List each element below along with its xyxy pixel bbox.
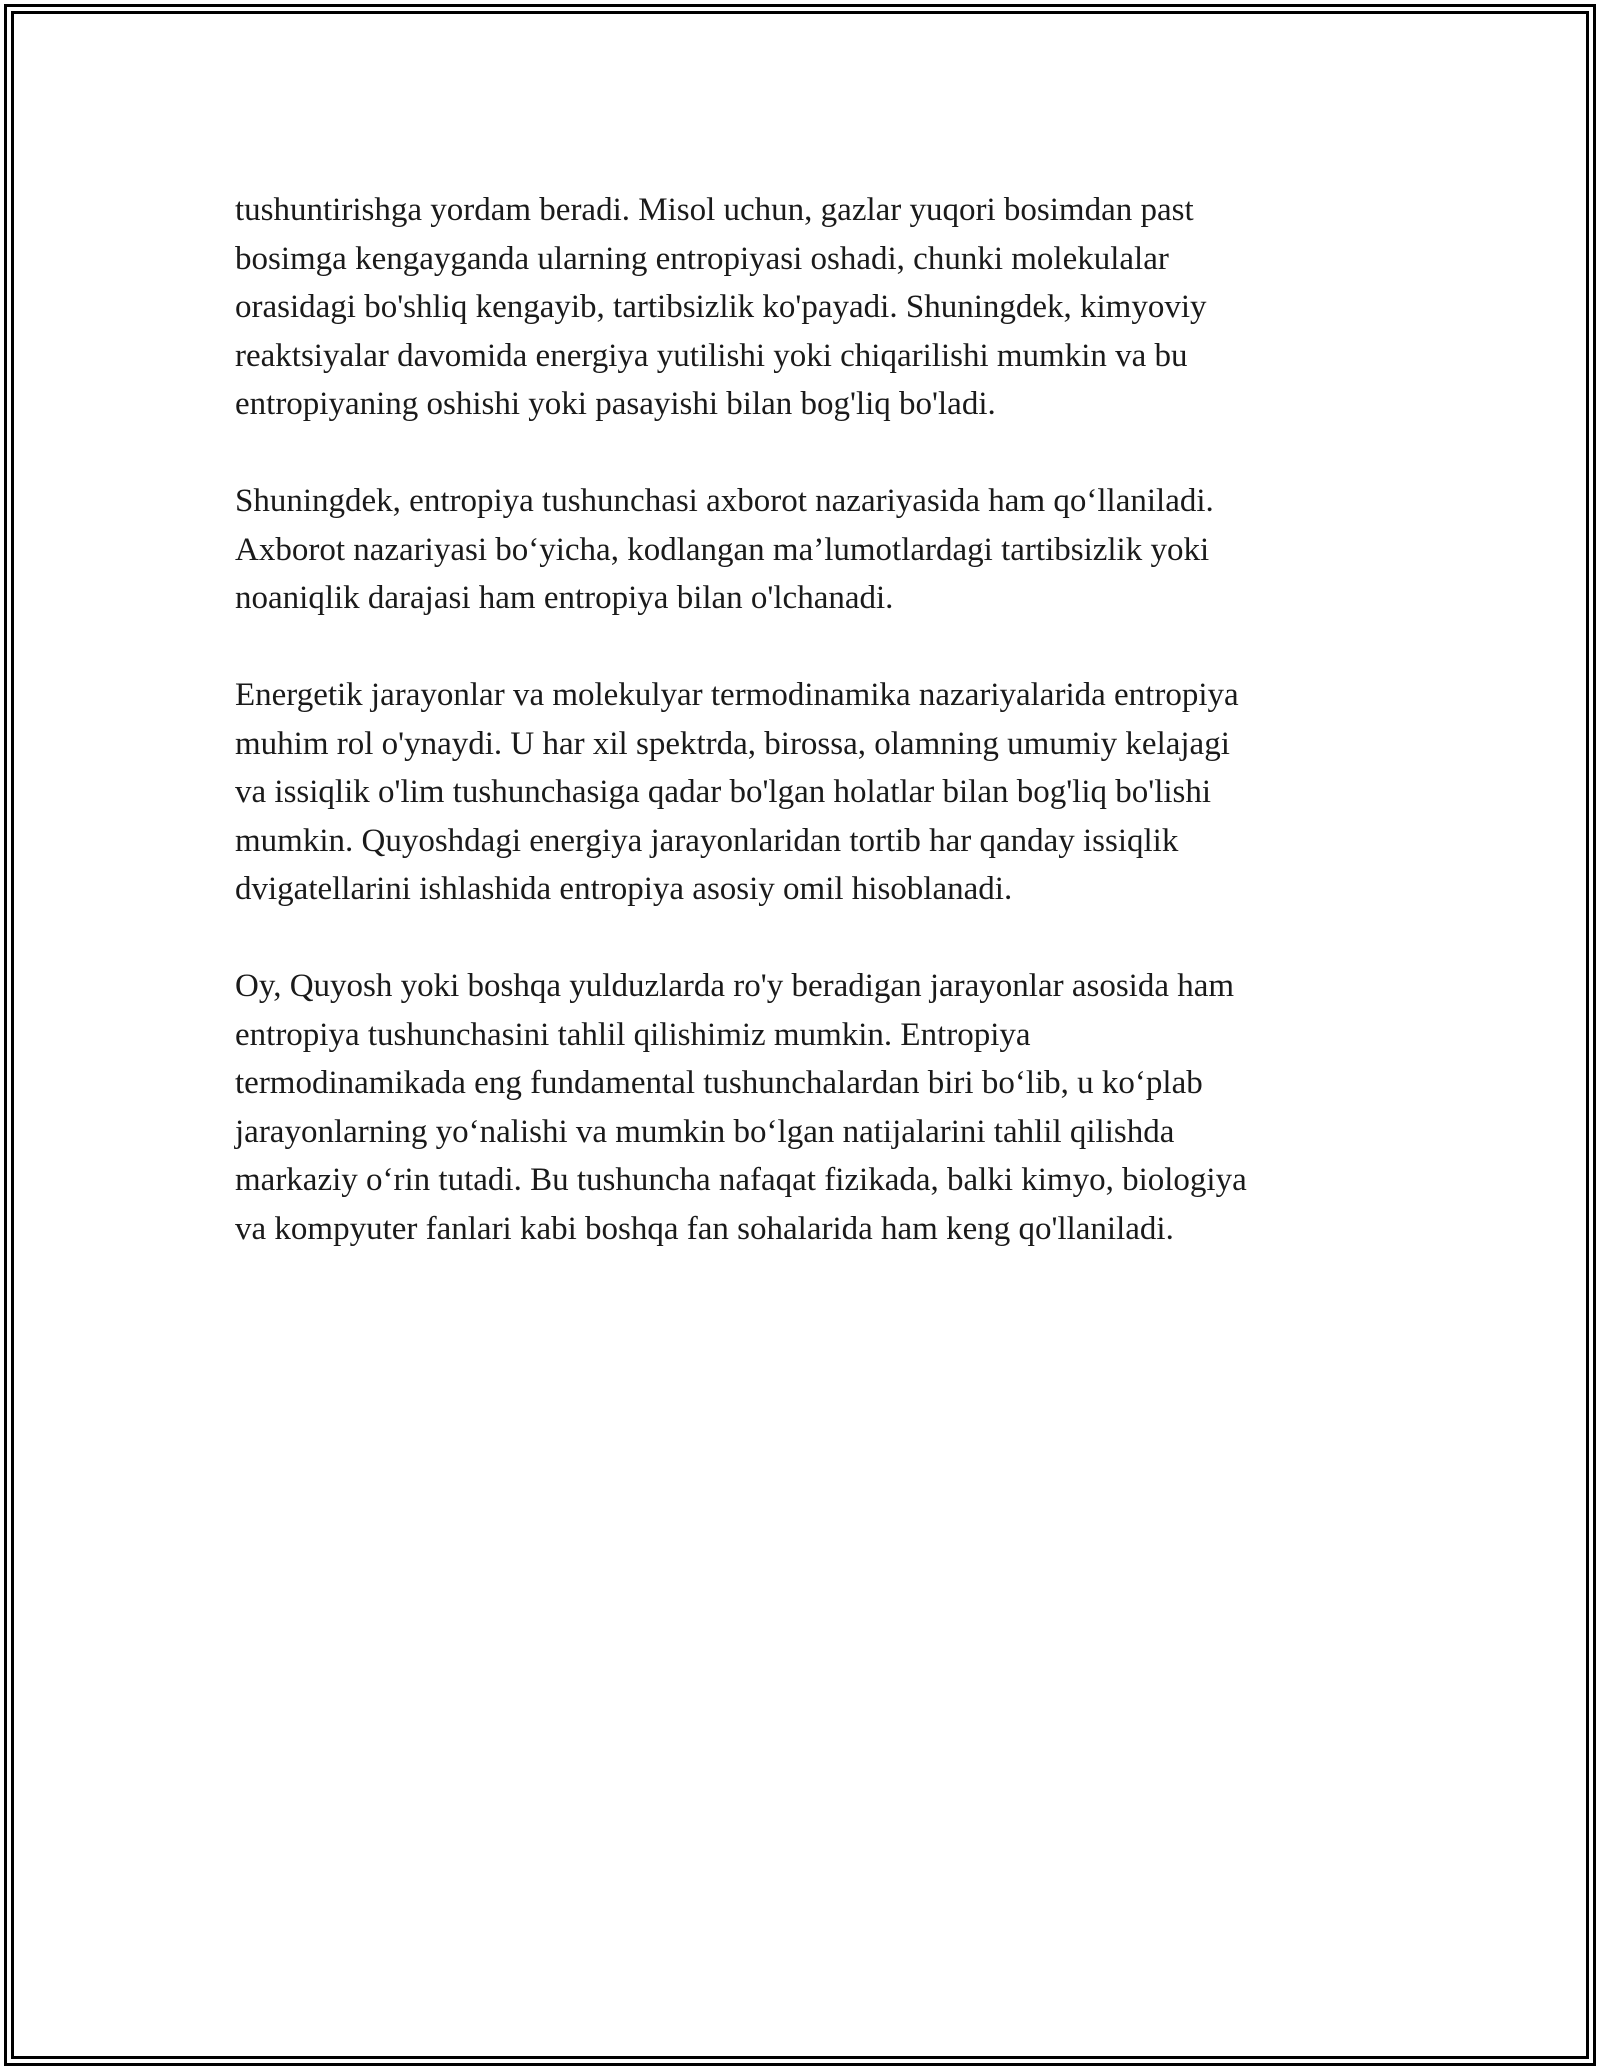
document-body [235,186,1375,1302]
paragraph-1: tushuntirishga yordam beradi. Misol uchun, gazlar yuqori bosimdan past bosimga kengayganda ularning entropiyasi oshadi, chunki molekulalar orasidagi bo'shliq kengayib, tartibsizlik ko'payadi. Shuningdek, kimyoviy reaktsiyalar davomida energiya yutilishi yoki chiqarilishi mumkin va bu entropiyaning oshishi yoki pasayishi bilan bog'liq bo'ladi. [235,192,1207,422]
paragraph-3: Energetik jarayonlar va molekulyar termodinamika nazariyalarida entropiya muhim rol o'ynaydi. U har xil spektrda, birossa, olamning umumiy kelajagi va issiqlik o'lim tushunchasiga qadar bo'lgan holatlar bilan bog'liq bo'lishi mumkin. Quyoshdagi energiya jarayonlaridan tortib har qanday issiqlik dvigatellarini ishlashida entropiya asosiy omil hisoblanadi. [235,677,1239,907]
paragraph-2: Shuningdek, entropiya tushunchasi axborot nazariyasida ham qo‘llaniladi. Axborot nazariyasi bo‘yicha, kodlangan ma’lumotlardagi tartibsizlik yoki noaniqlik darajasi ham entropiya bilan o'lchanadi. [235,483,1214,616]
paragraph-4: Oy, Quyosh yoki boshqa yulduzlarda ro'y beradigan jarayonlar asosida ham entropiya tushunchasini tahlil qilishimiz mumkin. Entropiya termodinamikada eng fundamental tushunchalardan biri bo‘lib, u ko‘plab jarayonlarning yo‘nalishi va mumkin bo‘lgan natijalarini tahlil qilishda markaziy o‘rin tutadi. Bu tushuncha nafaqat fizikada, balki kimyo, biologiya va kompyuter fanlari kabi boshqa fan sohalarida ham keng qo'llaniladi. [235,968,1247,1247]
